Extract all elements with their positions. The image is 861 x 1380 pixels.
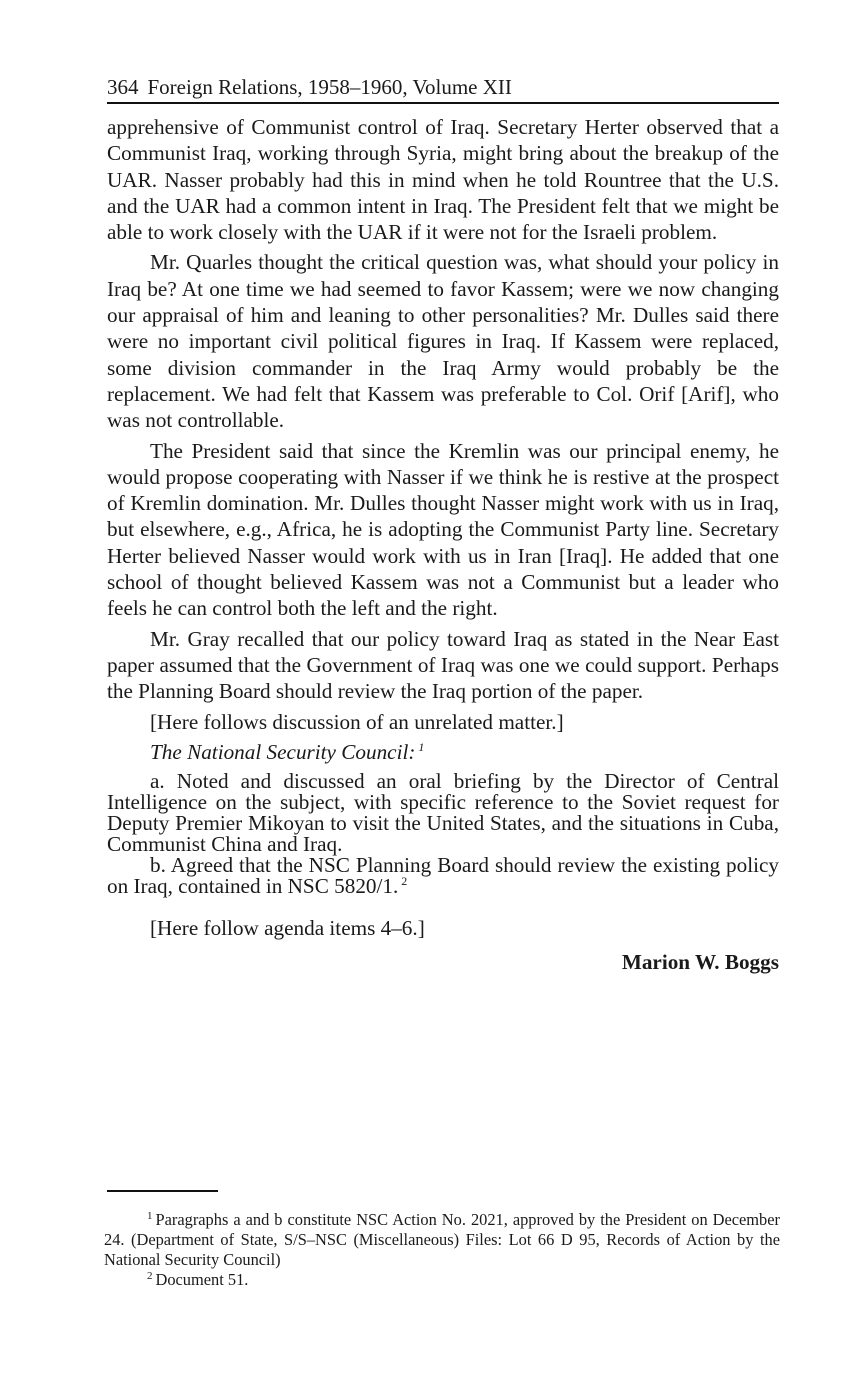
paragraph-4: Mr. Gray recalled that our policy toward Iraq as stated in the Near East paper assumed that the Government of Iraq was one we could support. Perhaps the Planning Board should review the Iraq portion of the paper. (107, 626, 779, 704)
footnote-ref-1: 1 (418, 739, 425, 754)
running-header (107, 72, 779, 102)
editorial-note-agenda: [Here follow agenda items 4–6.] (150, 916, 425, 941)
decision-b-text: b. Agreed that the NSC Planning Board should review the existing policy on Iraq, contained in NSC 5820/1. (107, 853, 779, 899)
footnote-1-mark: 1 (147, 1209, 153, 1222)
paragraph-3: The President said that since the Kremlin was our principal enemy, he would propose cooperating with Nasser if we think he is restive at the prospect of Kremlin domination. Mr. Dulles thought Nasser might work with us in Iraq, but elsewhere, e.g., Africa, he is adopting the Communist Party line. Secretary Herter believed Nasser would work with us in Iran [Iraq]. He added that one school of thought believed Kassem was not a Communist but a leader who feels he can control both the left and the right. (107, 438, 779, 621)
footnote-2 (104, 1270, 780, 1290)
header-rule (107, 102, 779, 104)
footnotes (104, 1210, 780, 1290)
editorial-note-unrelated-matter: [Here follows discussion of an unrelated matter.] (150, 709, 564, 734)
decision-a: a. Noted and discussed an oral briefing by the Director of Central Intelligence on the subject, with specific reference to the Soviet request for Deputy Premier Mikoyan to visit the United States, and the situations in Cuba, Communist China and Iraq. (107, 769, 779, 857)
nsc-heading (107, 739, 779, 765)
paragraph-1: apprehensive of Communist control of Iraq. Secretary Herter observed that a Communist Iraq, working through Syria, might bring about the breakup of the UAR. Nasser probably had this in mind when he told Rountree that the U.S. and the UAR had a common intent in Iraq. The President felt that we might be able to work closely with the UAR if it were not for the Israeli problem. (107, 115, 779, 245)
paragraph-2: Mr. Quarles thought the critical question was, what should your policy in Iraq be? At one time we had seemed to favor Kassem; were we now changing our appraisal of him and leaning to other personalities? Mr. Dulles said there were no important civil political figures in Iraq. If Kassem were replaced, some division commander in the Iraq Army would probably be the replacement. We had felt that Kassem was preferable to Col. Orif [Arif], who was not controllable. (107, 250, 779, 433)
footnote-1-text: Paragraphs a and b constitute NSC Action No. 2021, approved by the President on December 24. (Department of State, S/S–NSC (Miscellaneous) Files: Lot 66 D 95, Records of Action by the National Security Council) (104, 1210, 780, 1269)
nsc-heading-text: The National Security Council: (150, 739, 416, 764)
volume-title: Foreign Relations, 1958–1960, Volume XII (147, 75, 512, 99)
signature: Marion W. Boggs (621, 950, 779, 975)
nsc-decisions (107, 771, 779, 897)
footnote-2-mark: 2 (147, 1269, 153, 1282)
footnote-ref-2: 2 (401, 874, 408, 889)
main-text (107, 114, 779, 765)
decision-b (107, 855, 779, 897)
page-number: 364 (107, 75, 139, 99)
footnote-2-text: Document 51. (155, 1270, 249, 1289)
footnote-rule (107, 1190, 218, 1192)
document-page (107, 72, 779, 975)
footnote-1 (104, 1210, 780, 1270)
